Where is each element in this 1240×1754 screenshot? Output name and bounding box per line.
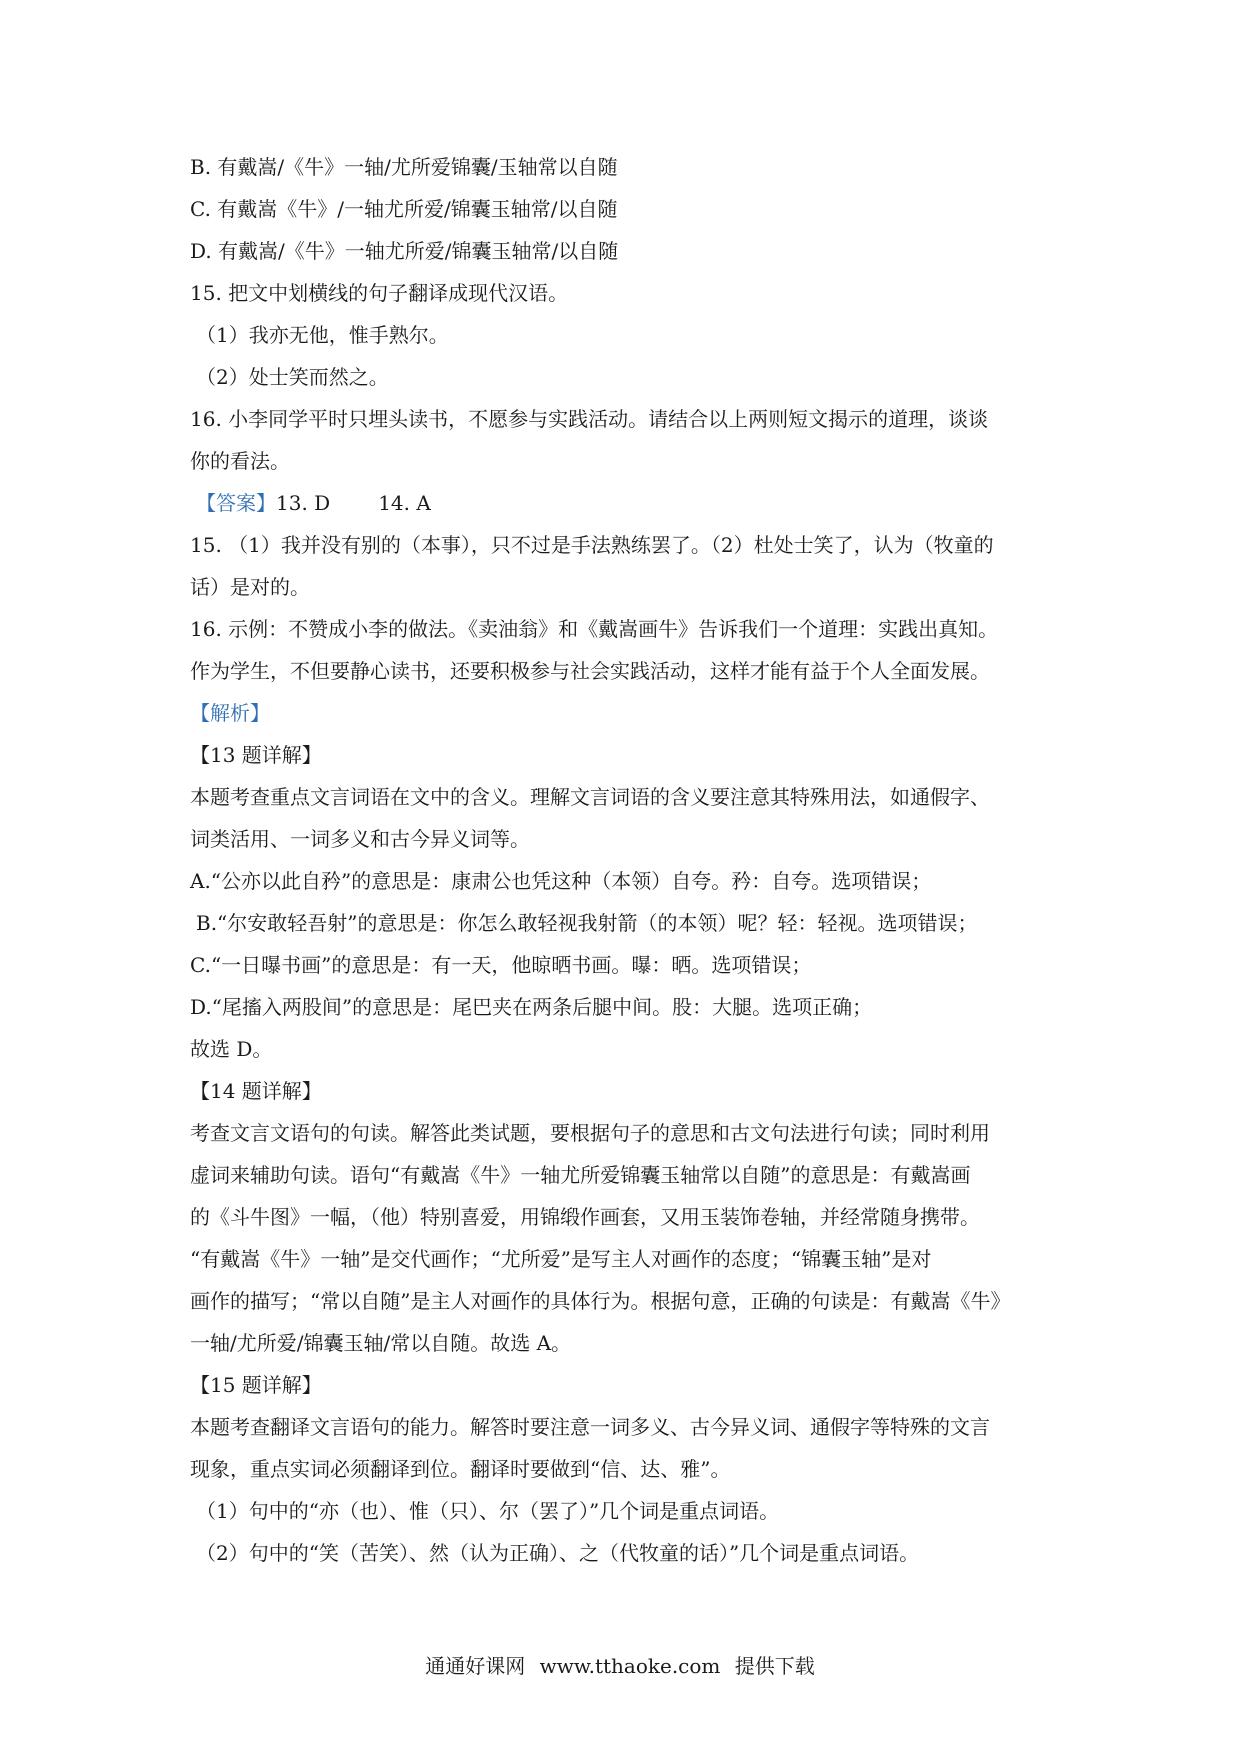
analysis-13-conclusion: 故选 D。 [190,1037,273,1061]
analysis-13-line: 词类活用、一词多义和古今异义词等。 [190,827,530,851]
answer-14: 14. A [378,491,431,515]
option-d: D. 有戴嵩/《牛》一轴尤所爱/锦囊玉轴常/以自随 [190,239,619,263]
answer-16-line: 作为学生，不但要静心读书，还要积极参与社会实践活动，这样才能有益于个人全面发展。 [190,659,990,683]
analysis-13-option-d: D.“尾搐入两股间”的意思是：尾巴夹在两条后腿中间。股：大腿。选项正确； [190,995,873,1019]
question-15: 15. 把文中划横线的句子翻译成现代汉语。 [190,281,569,305]
heading-13: 【13 题详解】 [190,743,322,767]
analysis-14-line: 画作的描写；“常以自随”是主人对画作的具体行为。根据句意，正确的句读是：有戴嵩《牛》 [190,1289,1011,1313]
analysis-15-line: 本题考查翻译文言语句的能力。解答时要注意一词多义、古今异义词、通假字等特殊的文言 [190,1415,990,1439]
analysis-14-line: 的《斗牛图》一幅，（他）特别喜爱，用锦缎作画套，又用玉装饰卷轴，并经常随身携带。 [190,1205,980,1229]
analysis-14-line: “有戴嵩《牛》一轴”是交代画作；“尤所爱”是写主人对画作的态度；“锦囊玉轴”是对 [190,1247,932,1271]
answer-16-line: 16. 示例：不赞成小李的做法。《卖油翁》和《戴嵩画牛》告诉我们一个道理：实践出真知。 [190,617,999,641]
heading-14: 【14 题详解】 [190,1079,322,1103]
option-b: B. 有戴嵩/《牛》一轴/尤所爱锦囊/玉轴常以自随 [190,155,618,179]
page-footer [0,1652,1240,1680]
footer-note: 提供下载 [734,1654,815,1678]
footer-site-name: 通通好课网 [425,1654,526,1678]
analysis-14-line: 一轴/尤所爱/锦囊玉轴/常以自随。故选 A。 [190,1331,572,1355]
heading-15: 【15 题详解】 [190,1373,322,1397]
answer-tag: 【答案】 [196,491,276,515]
analysis-14-line: 考查文言文语句的句读。解答此类试题，要根据句子的意思和古文句法进行句读；同时利用 [190,1121,990,1145]
answer-15-line: 15. （1）我并没有别的（本事），只不过是手法熟练罢了。（2）杜处士笑了，认为（牧童的 [190,533,994,557]
answer-line [190,482,1070,524]
analysis-13-option-a: A.“公亦以此自矜”的意思是：康肃公也凭这种（本领）自夸。矜：自夸。选项错误； [190,869,932,893]
analysis-14-line: 虚词来辅助句读。语句“有戴嵩《牛》一轴尤所爱锦囊玉轴常以自随”的意思是：有戴嵩画 [190,1163,971,1187]
analysis-15-line: 现象，重点实词必须翻译到位。翻译时要做到“信、达、雅”。 [190,1457,731,1481]
option-c: C. 有戴嵩《牛》/一轴尤所爱/锦囊玉轴常/以自随 [190,197,618,221]
analysis-tag: 【解析】 [190,701,270,725]
answer-13: 13. D [276,491,331,515]
analysis-13-option-b: B.“尔安敢轻吾射”的意思是：你怎么敢轻视我射箭（的本领）呢？轻：轻视。选项错误； [196,911,978,935]
analysis-15-part-1: （1）句中的“亦（也）、惟（只）、尔（罢了）”几个词是重点词语。 [196,1499,780,1523]
question-15-part-2: （2）处士笑而然之。 [196,365,389,389]
question-15-part-1: （1）我亦无他，惟手熟尔。 [196,323,449,347]
answer-15-line: 话）是对的。 [190,575,310,599]
footer-url: www.tthaoke.com [539,1654,721,1678]
question-16-line: 你的看法。 [190,449,290,473]
analysis-13-line: 本题考查重点文言词语在文中的含义。理解文言词语的含义要注意其特殊用法，如通假字、 [190,785,990,809]
page-content [190,146,1070,1574]
analysis-15-part-2: （2）句中的“笑（苦笑）、然（认为正确）、之（代牧童的话）”几个词是重点词语。 [196,1541,920,1565]
question-16-line: 16. 小李同学平时只埋头读书，不愿参与实践活动。请结合以上两则短文揭示的道理，谈谈 [190,407,989,431]
analysis-13-option-c: C.“一日曝书画”的意思是：有一天，他晾晒书画。曝：晒。选项错误； [190,953,812,977]
